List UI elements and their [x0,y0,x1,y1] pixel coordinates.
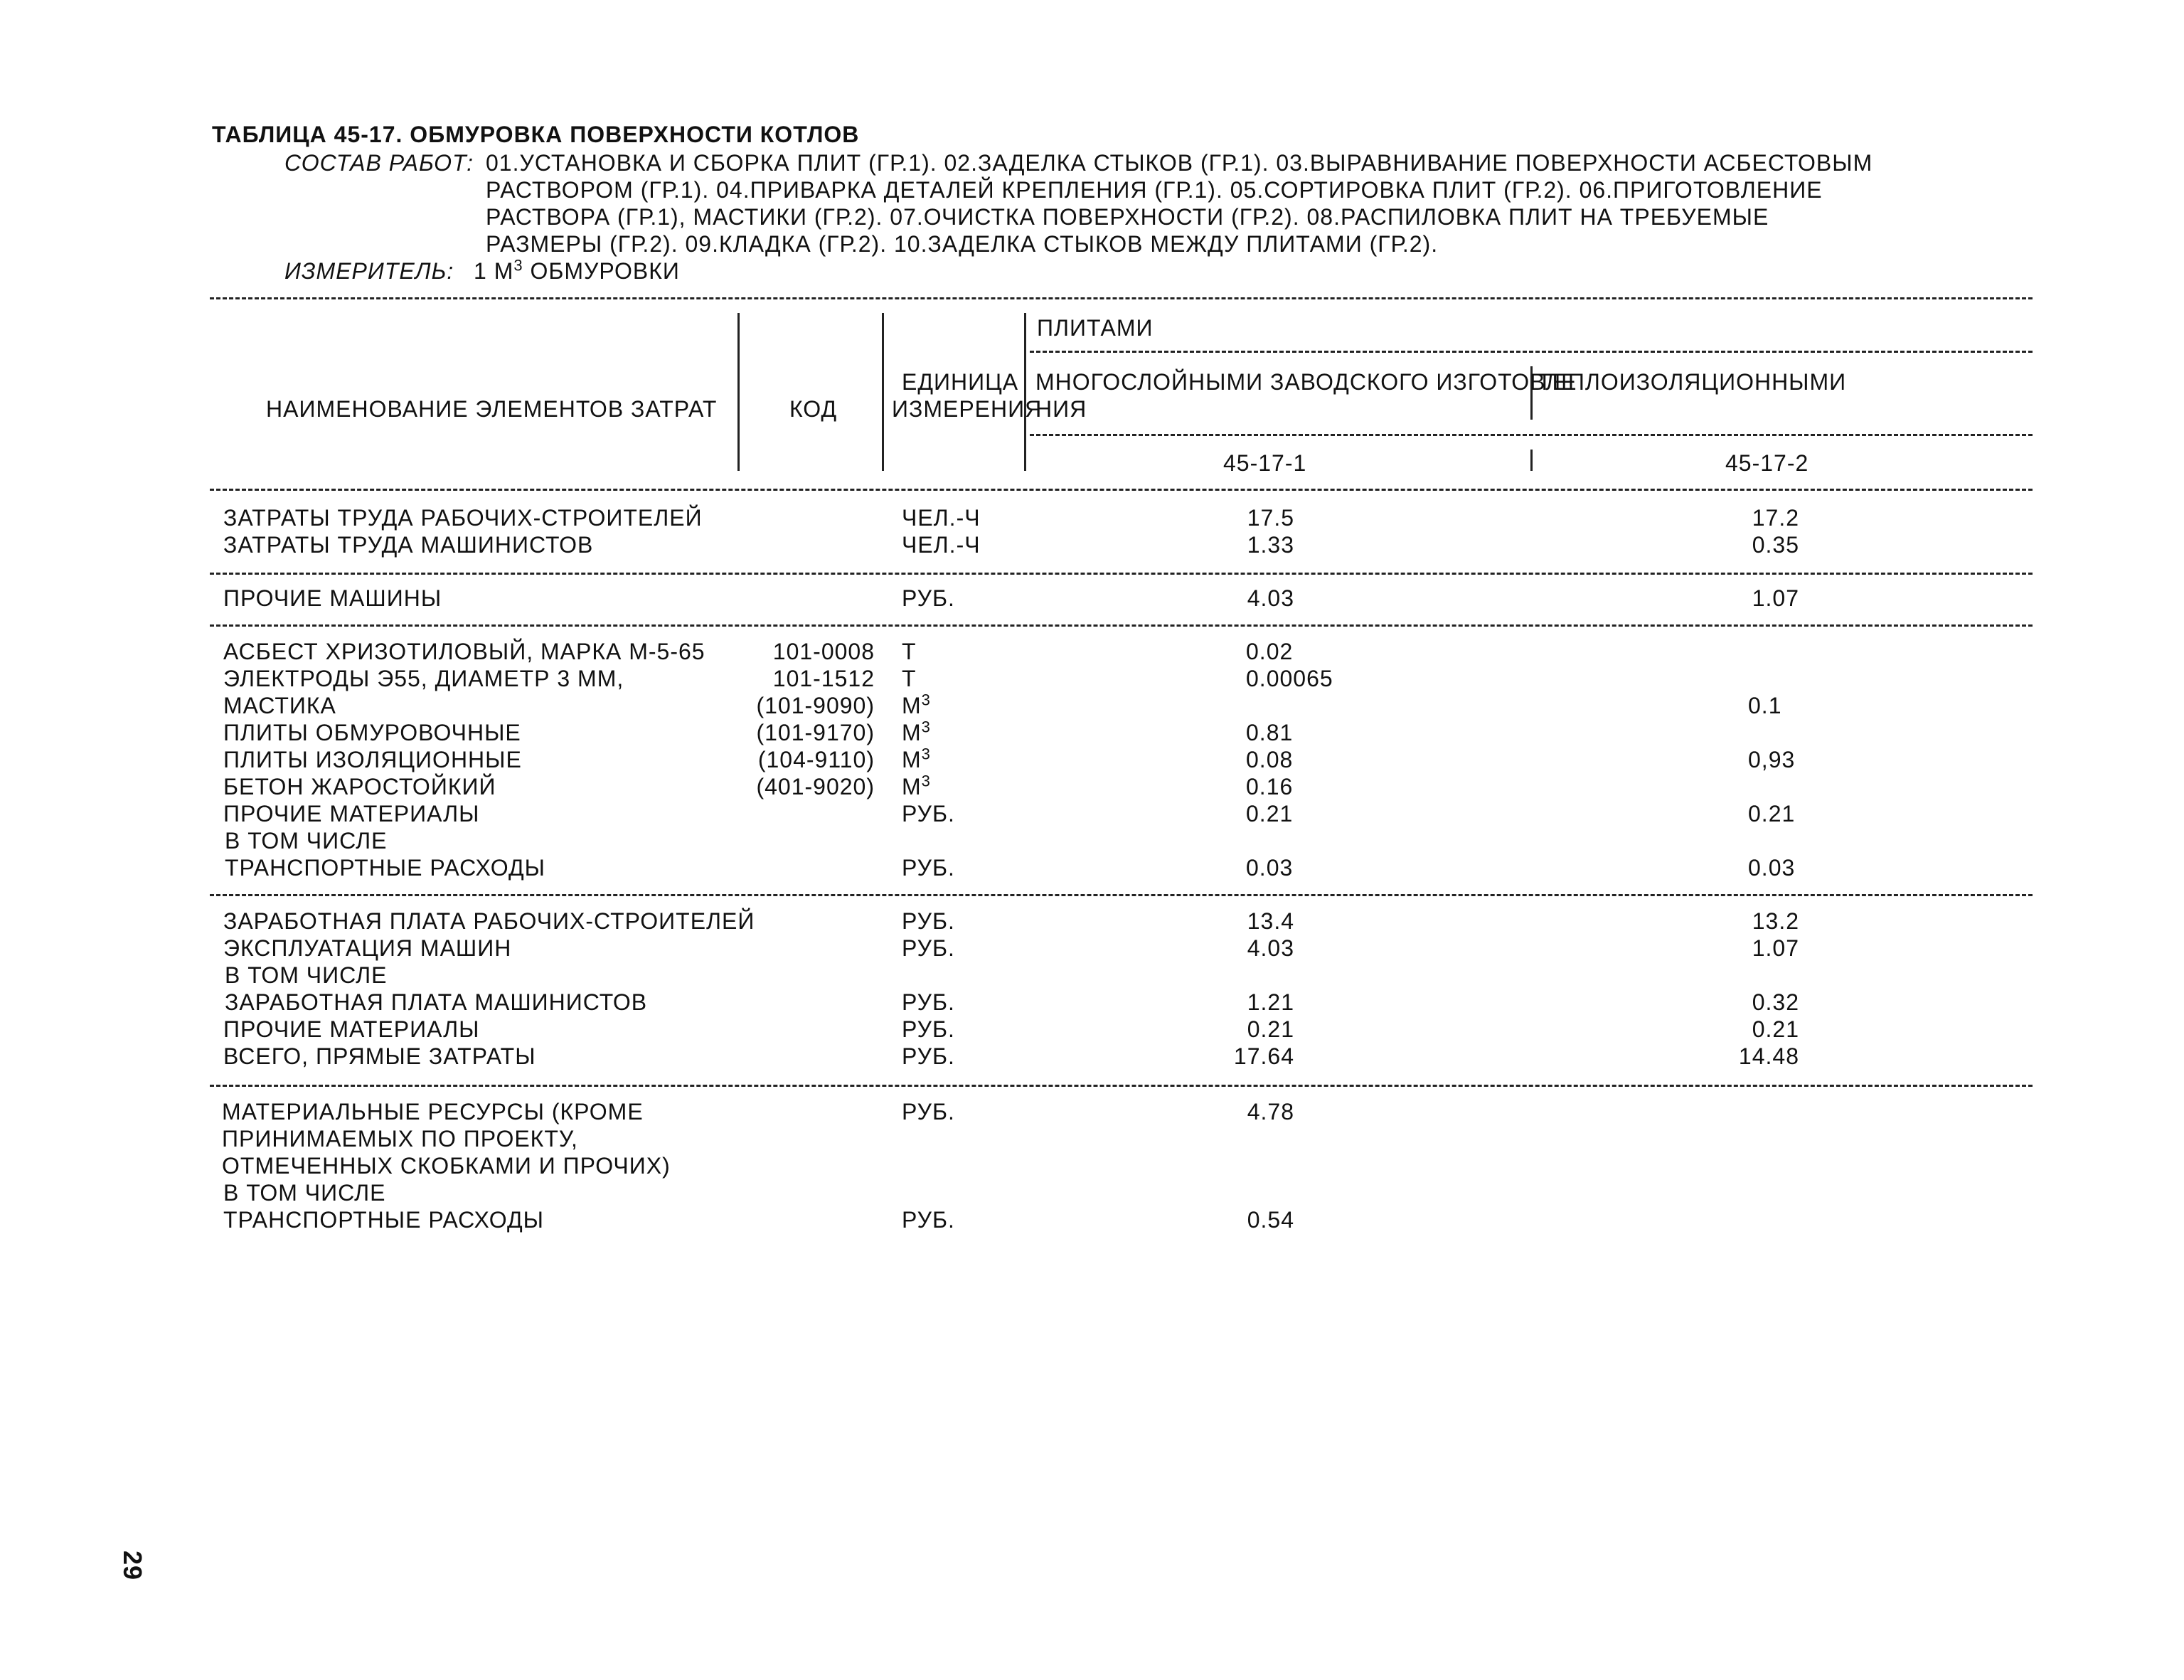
row-value-1: 1.33 [1247,532,1294,558]
header-code1: 45-17-1 [1223,450,1307,476]
header-code: КОД [789,396,838,422]
work-line: РАСТВОРОМ (ГР.1). 04.ПРИВАРКА ДЕТАЛЕЙ КРЕПЛЕНИЯ (ГР.1). 05.СОРТИРОВКА ПЛИТ (ГР.2). 06.ПРИГОТОВЛЕНИЕ [486,177,1823,203]
row-unit: РУБ. [902,801,955,826]
row-name: БЕТОН ЖАРОСТОЙКИЙ [223,774,496,799]
row-name: ЭЛЕКТРОДЫ Э55, ДИАМЕТР 3 ММ, [223,666,624,691]
row-value-2: 17.2 [1752,505,1799,531]
row-value-1: 13.4 [1247,908,1294,934]
row-name: ПЛИТЫ ИЗОЛЯЦИОННЫЕ [223,747,522,772]
row-unit: $М^3$ [902,745,931,772]
row-name: ЗАТРАТЫ ТРУДА РАБОЧИХ-СТРОИТЕЛЕЙ [223,505,703,531]
row-unit: Т [902,639,917,664]
header-col1: МНОГОСЛОЙНЫМИ ЗАВОДСКОГО ИЗГОТОВЛЕ [1035,369,1577,395]
row-unit: РУБ. [902,908,955,934]
header-bottom-rule [210,489,2033,491]
row-name: ПРОЧИЕ МАШИНЫ [223,585,442,611]
row-value-1: 0.21 [1247,1016,1294,1042]
group-rule [210,894,2033,896]
row-code: 101-0008 [772,639,875,664]
row-unit: РУБ. [902,989,955,1015]
row-name: ПРОЧИЕ МАТЕРИАЛЫ [223,1016,480,1042]
row-name: ЭКСПЛУАТАЦИЯ МАШИН [223,935,512,961]
row-code: (101-9090) [756,693,875,718]
row-unit: $М^3$ [902,772,931,799]
row-name: ЗАРАБОТНАЯ ПЛАТА МАШИНИСТОВ [225,989,648,1015]
row-name: ОТМЕЧЕННЫХ СКОБКАМИ И ПРОЧИХ) [222,1153,671,1179]
header-top-rule [210,297,2033,299]
header-col2: ТЕПЛОИЗОЛЯЦИОННЫМИ [1538,369,1847,395]
row-name: В ТОМ ЧИСЛЕ [223,1180,386,1206]
header-separator [1024,313,1026,471]
row-value-2: 0.21 [1752,1016,1799,1042]
measure-label: ИЗМЕРИТЕЛЬ: [284,258,454,284]
row-value-2: 0.1 [1748,693,1782,718]
row-name: МАСТИКА [223,693,336,718]
row-value-2: 13.2 [1752,908,1799,934]
row-unit: Т [902,666,917,691]
group-rule [210,1085,2033,1087]
row-name: ПЛИТЫ ОБМУРОВОЧНЫЕ [223,720,521,745]
row-value-1: 0.81 [1246,720,1294,745]
row-name: ТРАНСПОРТНЫЕ РАСХОДЫ [223,1207,544,1233]
row-unit: РУБ. [902,935,955,961]
header-code2: 45-17-2 [1725,450,1809,476]
row-value-1: 4.78 [1247,1099,1294,1125]
row-value-2: 1.07 [1752,935,1799,961]
row-code: (401-9020) [756,774,875,799]
row-unit: $М^3$ [902,718,931,745]
row-code: (104-9110) [757,747,875,772]
header-mid-rule [1030,434,2033,436]
header-separator [1530,450,1533,471]
table-title: ТАБЛИЦА 45-17. ОБМУРОВКА ПОВЕРХНОСТИ КОТЛОВ [212,122,860,147]
row-name: ПРИНИМАЕМЫХ ПО ПРОЕКТУ, [222,1126,578,1152]
row-value-1: 0.00065 [1246,666,1333,691]
row-name: В ТОМ ЧИСЛЕ [225,828,388,854]
row-name: МАТЕРИАЛЬНЫЕ РЕСУРСЫ (КРОМЕ [222,1099,644,1125]
row-name: ВСЕГО, ПРЯМЫЕ ЗАТРАТЫ [223,1043,536,1069]
row-value-2: 0,93 [1748,747,1796,772]
row-value-2: 0.03 [1748,855,1796,881]
row-value-1: 17.64 [1233,1043,1294,1069]
row-value-1: 0.16 [1246,774,1294,799]
row-unit: РУБ. [902,1016,955,1042]
header-col1: НИЯ [1035,396,1087,422]
row-value-1: 0.54 [1247,1207,1294,1233]
header-unit: ЕДИНИЦА [902,369,1019,395]
row-code: (101-9170) [756,720,875,745]
row-unit: $М^3$ [902,691,931,718]
header-separator [737,313,740,471]
row-value-1: 0.03 [1246,855,1294,881]
header-plates: ПЛИТАМИ [1037,315,1154,341]
row-name: ПРОЧИЕ МАТЕРИАЛЫ [223,801,480,826]
page-number: 29 [118,1551,147,1581]
header-separator [882,313,884,471]
row-value-2: 0.21 [1748,801,1796,826]
row-unit: РУБ. [902,585,955,611]
work-line: РАЗМЕРЫ (ГР.2). 09.КЛАДКА (ГР.2). 10.ЗАДЕЛКА СТЫКОВ МЕЖДУ ПЛИТАМИ (ГР.2). [486,231,1439,257]
row-code: 101-1512 [772,666,875,691]
row-value-1: 17.5 [1247,505,1294,531]
row-value-1: 0.02 [1246,639,1294,664]
row-unit: РУБ. [902,1043,955,1069]
work-line: 01.УСТАНОВКА И СБОРКА ПЛИТ (ГР.1). 02.ЗАДЕЛКА СТЫКОВ (ГР.1). 03.ВЫРАВНИВАНИЕ ПОВЕРХНОСТИ АСБЕСТОВЫМ [486,150,1873,176]
row-name: АСБЕСТ ХРИЗОТИЛОВЫЙ, МАРКА М-5-65 [223,639,705,664]
row-name: ТРАНСПОРТНЫЕ РАСХОДЫ [225,855,545,881]
row-name: ЗАТРАТЫ ТРУДА МАШИНИСТОВ [223,532,594,558]
row-unit: ЧЕЛ.-Ч [902,532,981,558]
header-unit: ИЗМЕРЕНИЯ [892,396,1043,422]
row-value-1: 0.21 [1246,801,1294,826]
group-rule [210,573,2033,575]
row-name: В ТОМ ЧИСЛЕ [225,962,388,988]
row-unit: ЧЕЛ.-Ч [902,505,981,531]
header-name: НАИМЕНОВАНИЕ ЭЛЕМЕНТОВ ЗАТРАТ [266,396,718,422]
row-unit: РУБ. [902,855,955,881]
measure-value: 1 $М^3$ ОБМУРОВКИ [474,256,680,284]
row-value-1: 0.08 [1246,747,1294,772]
row-name: ЗАРАБОТНАЯ ПЛАТА РАБОЧИХ-СТРОИТЕЛЕЙ [223,908,755,934]
header-mid-rule [1030,351,2033,353]
row-value-2: 1.07 [1752,585,1799,611]
row-value-2: 0.35 [1752,532,1799,558]
row-value-2: 0.32 [1752,989,1799,1015]
work-label: СОСТАВ РАБОТ: [284,150,474,176]
row-value-1: 4.03 [1247,585,1294,611]
row-value-1: 1.21 [1247,989,1294,1015]
work-line: РАСТВОРА (ГР.1), МАСТИКИ (ГР.2). 07.ОЧИСТКА ПОВЕРХНОСТИ (ГР.2). 08.РАСПИЛОВКА ПЛИТ НА ТРЕБУЕМЫЕ [486,204,1769,230]
row-unit: РУБ. [902,1207,955,1233]
row-unit: РУБ. [902,1099,955,1125]
group-rule [210,624,2033,627]
row-value-2: 14.48 [1738,1043,1799,1069]
row-value-1: 4.03 [1247,935,1294,961]
